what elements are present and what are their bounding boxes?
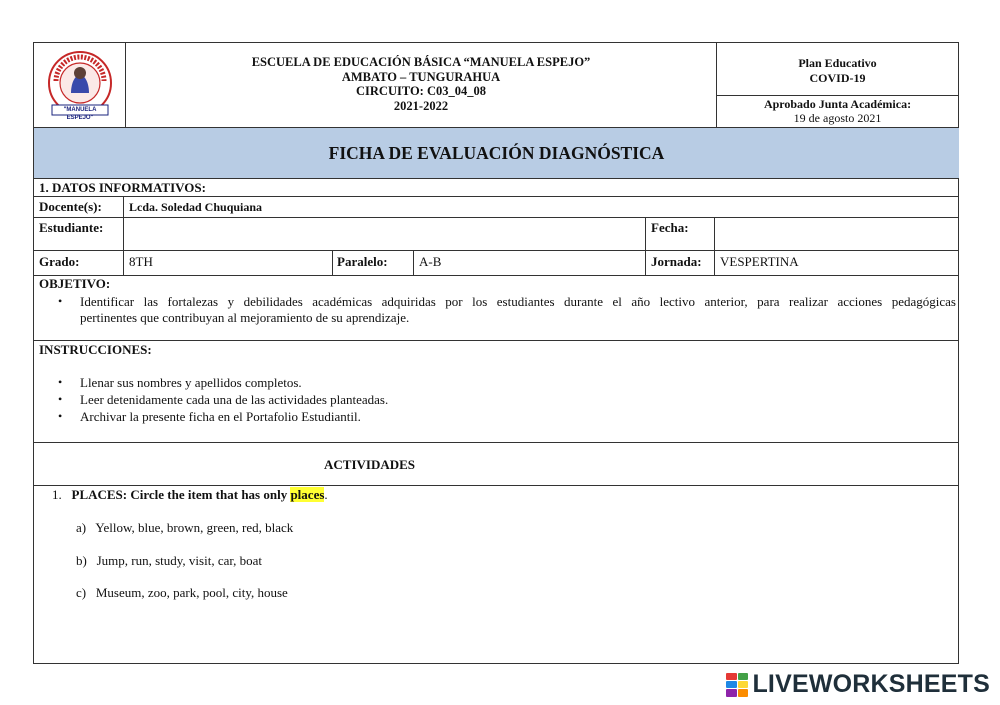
plan-line1: Plan Educativo [798,56,877,70]
approved-date: 19 de agosto 2021 [793,111,882,125]
instruction-item: • Llenar sus nombres y apellidos completos. [34,374,934,391]
watermark-text: LIVEWORKSHEETS [752,670,990,698]
objective-item [34,293,956,310]
evaluation-sheet [33,42,959,664]
school-circuit: CIRCUITO: C03_04_08 [356,84,486,98]
approval-box [717,97,958,125]
shift-label: Jornada: [651,254,702,269]
parallel-value: A-B [419,254,442,269]
school-period: 2021-2022 [393,98,449,113]
plan-box [717,56,958,86]
instructions-label: INSTRUCCIONES: [39,342,152,357]
approved-label: Aprobado Junta Académica: [763,97,912,111]
option-text: Museum, zoo, park, pool, city, house [95,585,288,600]
option-text: Jump, run, study, visit, car, boat [96,553,263,568]
option-text: Yellow, blue, brown, green, red, black [95,520,294,535]
logo-block [726,673,737,680]
grade-value: 8TH [129,254,153,269]
page-title-text: FICHA DE EVALUACIÓN DIAGNÓSTICA [328,143,665,163]
instruction-item: • Archivar la presente ficha en el Portafolio Estudiantil. [34,408,934,425]
instructions-list [34,374,934,425]
logo-banner-text: "MANUELA ESPEJO" [63,107,97,121]
logo-block [738,689,749,696]
option-letter: c) [76,585,87,600]
objective-line1: Identificar las fortalezas y debilidades académicas adquiridas por los estudiantes durante el año lectivo anterior, para realizar acciones pedagógicas [80,294,956,309]
grade-label: Grado: [39,254,80,269]
teacher-value: Lcda. Soledad Chuquiana [129,200,263,214]
liveworksheets-watermark [726,670,990,699]
date-label: Fecha: [651,220,689,235]
parallel-label: Paralelo: [337,254,388,269]
question-1 [52,487,328,503]
option-b[interactable] [76,553,262,569]
plan-line2: COVID-19 [809,71,866,85]
objective-label: OBJETIVO: [39,276,111,291]
student-label: Estudiante: [39,220,104,235]
info-section-title: 1. DATOS INFORMATIVOS: [39,180,206,195]
question-suffix: . [324,487,328,502]
logo-block [738,673,749,680]
logo-block [738,681,749,688]
liveworksheets-logo-icon [726,673,748,697]
date-field[interactable] [720,220,950,238]
option-letter: a) [76,520,87,535]
page-title [34,128,959,178]
teacher-label: Docente(s): [39,199,102,214]
option-a[interactable] [76,520,293,536]
student-field[interactable] [129,220,644,238]
logo-block [726,681,737,688]
activities-title: ACTIVIDADES [324,457,416,472]
school-logo [44,49,116,121]
highlighted-word: places [290,487,325,502]
logo-block [726,689,737,696]
objective-line2: pertinentes que contribuyan al mejoramiento de su aprendizaje. [80,310,410,325]
school-info [126,55,716,113]
shift-value: VESPERTINA [720,254,799,269]
objective-list [34,293,956,310]
school-name: ESCUELA DE EDUCACIÓN BÁSICA “MANUELA ESPEJO” [251,55,591,69]
option-letter: b) [76,553,87,568]
instruction-item: • Leer detenidamente cada una de las actividades planteadas. [34,391,934,408]
question-prompt: PLACES: Circle the item that has only [71,487,288,502]
option-c[interactable] [76,585,288,601]
question-number: 1. [52,487,62,502]
school-location: AMBATO – TUNGURAHUA [341,69,501,84]
